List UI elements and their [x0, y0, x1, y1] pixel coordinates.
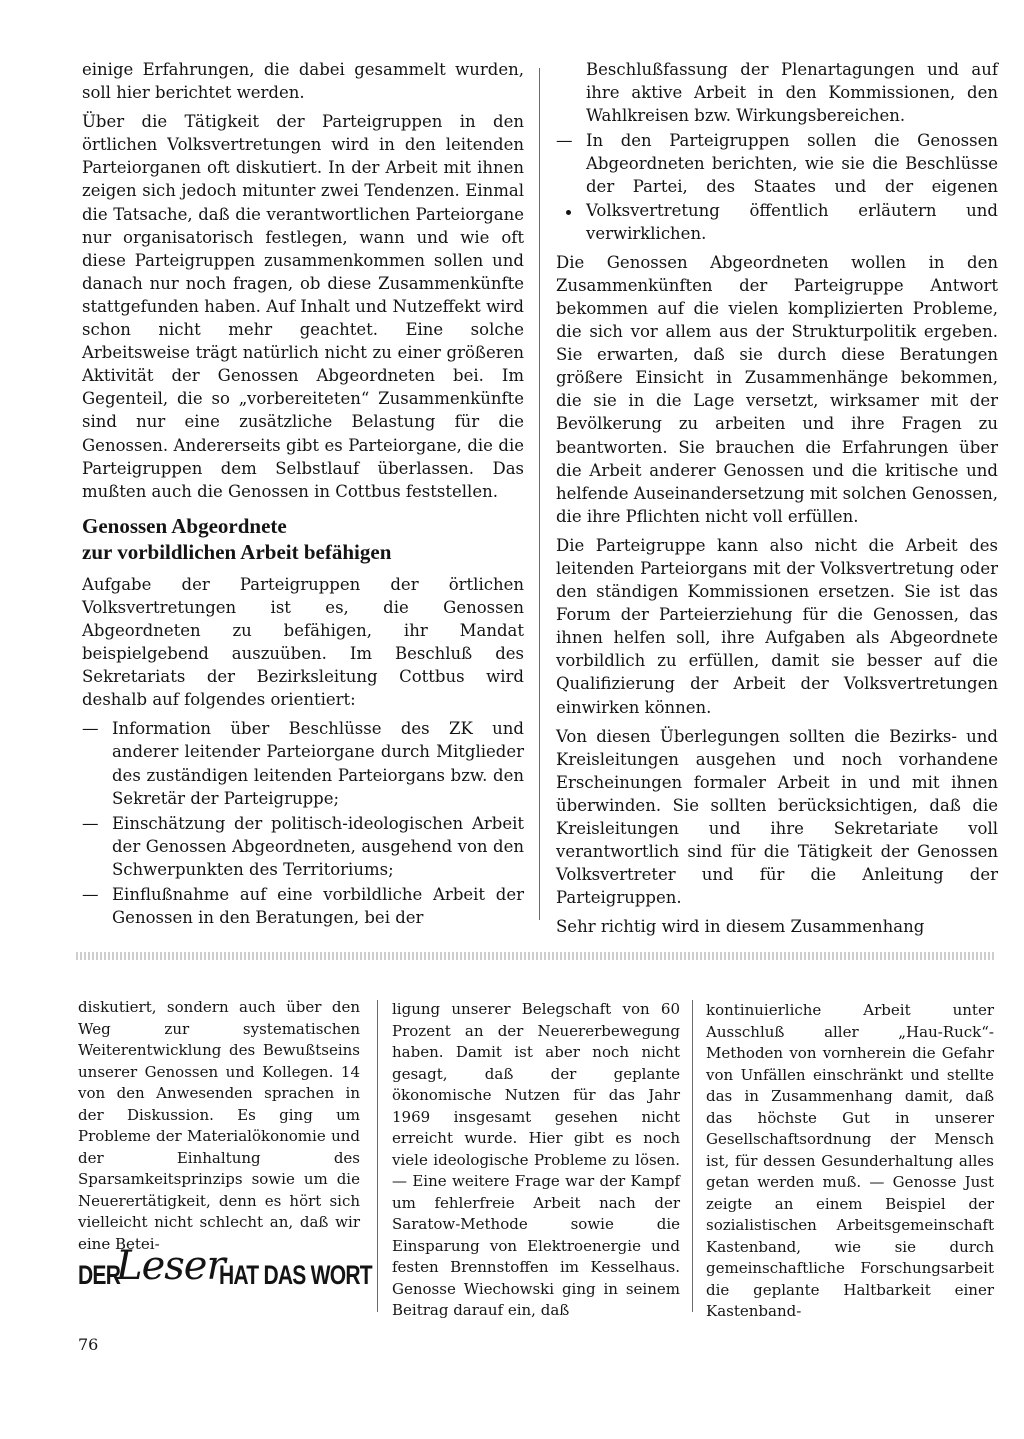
section-separator: [76, 952, 996, 960]
body-paragraph: Aufgabe der Parteigruppen der örtlichen Volksvertretungen ist es, die Genossen Abgeordneten zu befähigen, ihr Mandat beispielgebend auszuüben. Im Beschluß des Sekretariats der Bezirksleitung Cottbus wird deshalb auf folgendes orientiert:: [82, 574, 524, 710]
list-item-text: In den Parteigruppen sollen die Genossen Abgeordneten berichten, wie sie die Beschlüsse der Partei, des Staates und der eigenen Volksvertretung öffentlich erläutern und verwirklichen.: [586, 131, 998, 243]
letter-text: ligung unserer Belegschaft von 60 Prozent an der Neuererbewegung haben. Damit ist aber noch nicht gesagt, daß der geplante ökonomische Nutzen für das Jahr 1969 insgesamt gesehen nicht erreicht wurde. Hier gibt es noch viele ideologische Probleme zu lösen. — Eine weitere Frage war der Kampf um fehlerfreie Arbeit nach der Saratow-Methode sowie die Einsparung von Elektroenergie und festen Brennstoffen im Kesselhaus. Genosse Wiechowski ging in seinem Beitrag darauf ein, daß: [392, 1000, 680, 1319]
logo-word-hat-das-wort: HAT DAS WORT: [218, 1259, 372, 1290]
body-paragraph: Die Genossen Abgeordneten wollen in den Zusammenkünften der Parteigruppe Antwort bekommen auf die vielen komplizierten Probleme, die sich vor allem aus der Strukturpolitik ergeben. Sie erwarten, daß sie durch diese Beratungen größere Einsicht in Zusammenhänge bekommen, die sie in die Lage versetzt, wirksamer mit der Bevölkerung zu arbeiten und ihre Fragen zu beantworten. Sie brauchen die Erfahrungen über die Arbeit anderer Genossen und die kritische und helfende Auseinandersetzung mit solchen Genossen, die ihre Pflichten nicht voll erfüllen.: [556, 252, 998, 526]
heading-line: zur vorbildlichen Arbeit befähigen: [82, 539, 392, 564]
letters-column-2: [392, 999, 680, 1322]
dash-mark: —: [82, 719, 99, 739]
dash-mark: —: [82, 813, 99, 833]
column-divider: [692, 1000, 693, 1312]
dash-mark: —: [82, 885, 99, 904]
letters-column-1: [78, 997, 360, 1255]
left-article-column: [82, 58, 524, 931]
page-number: 76: [78, 1335, 99, 1354]
der-leser-hat-das-wort-logo: [78, 1243, 372, 1305]
list-item: [82, 717, 524, 809]
dash-mark: —: [556, 131, 573, 151]
list-item-text: Einschätzung der politisch-ideologischen Arbeit der Genossen Abgeordneten, ausgehend von den Schwerpunkten des Territoriums;: [112, 813, 524, 879]
letters-column-3: [706, 1000, 994, 1323]
body-paragraph: Sehr richtig wird in diesem Zusammenhang: [556, 917, 925, 937]
print-speck: [566, 210, 571, 215]
right-article-column: [556, 58, 998, 944]
list-item: [556, 129, 998, 244]
logo-word-der: DER: [78, 1259, 121, 1290]
list-item-text: Beschlußfassung der Plenartagungen und auf ihre aktive Arbeit in den Kommissionen, den Wahlkreisen bzw. Wirkungsbereichen.: [586, 60, 998, 126]
body-paragraph: Die Parteigruppe kann also nicht die Arbeit des leitenden Parteiorgans mit der Volksvertretung oder den ständigen Kommissionen ersetzen. Sie ist das Forum der Parteierziehung für die Genossen, das ihnen helfen soll, ihre Aufgaben als Abgeordnete vorbildlich zu erfüllen, damit sie besser auf die Qualifizierung der Arbeit der Volksvertretungen einwirken können.: [556, 535, 998, 717]
section-heading: [82, 513, 524, 565]
letter-text: kontinuierliche Arbeit unter Ausschluß aller „Hau-Ruck“-Methoden von vornherein die Gefahr von Unfällen einschränkt und stellte das in Zusammenhang damit, daß das höchste Gut in unserer Gesellschaftsordnung der Mensch ist, für dessen Gesunderhaltung alles getan werden muß. — Genosse Just zeigte an einem Beispiel der sozialistischen Arbeitsgemeinschaft Kastenband, wie sie durch gemeinschaftliche Forschungsarbeit die geplante Haltbarkeit einer Kastenband-: [706, 1001, 994, 1320]
list-item: [82, 812, 524, 881]
body-paragraph: Über die Tätigkeit der Parteigruppen in den örtlichen Volksvertretungen wird in den leitenden Parteiorganen oft diskutiert. In der Arbeit mit ihnen zeigen sich jedoch mitunter zwei Tendenzen. Einmal die Tatsache, daß die verantwortlichen Parteiorgane nur organisatorisch festlegen, wann und wie oft diese Parteigruppen zusammenkommen sollen und danach nur noch fragen, ob diese Zusammenkünfte stattgefunden haben. Auf Inhalt und Nutzeffekt wird schon nicht mehr geachtet. Eine solche Arbeitsweise trägt natürlich nicht zu einer größeren Aktivität der Genossen Abgeordneten bei. Im Gegenteil, die so „vorbereiteten“ Zusammenkünfte sind nur eine zusätzliche Belastung für die Genossen. Andererseits gibt es Parteiorgane, die die Parteigruppen dem Selbstlauf überlassen. Das mußten auch die Genossen in Cottbus feststellen.: [82, 112, 524, 501]
body-paragraph: Von diesen Überlegungen sollten die Bezirks- und Kreisleitungen ausgehen und noch vorhandene Erscheinungen formaler Arbeit in und mit ihnen überwinden. Sie sollten berücksichtigen, daß die Kreisleitungen und ihre Sekretariate voll verantwortlich sind für die Tätigkeit der Genossen Volksvertreter und für die Anleitung der Parteigruppen.: [556, 726, 998, 908]
list-item-text: Einflußnahme auf eine vorbildliche Arbeit der Genossen in den Beratungen, bei der: [112, 885, 524, 928]
list-item-text: Information über Beschlüsse des ZK und anderer leitender Parteiorgane durch Mitglieder des zuständigen leitenden Parteiorgans bzw. den Sekretär der Parteigruppe;: [112, 719, 524, 808]
heading-line: Genossen Abgeordnete: [82, 513, 287, 538]
list-item-continuation: [556, 58, 998, 127]
intro-paragraph: einige Erfahrungen, die dabei gesammelt wurden, soll hier berichtet werden.: [82, 60, 524, 103]
list-item: [82, 883, 524, 929]
logo-word-leser: Leser: [116, 1243, 225, 1289]
column-divider: [539, 68, 540, 920]
column-divider: [377, 1000, 378, 1312]
letter-text: diskutiert, sondern auch über den Weg zur systematischen Weiterentwicklung des Bewußtseins unserer Genossen und Kollegen. 14 von den Anwesenden sprachen in der Diskussion. Es ging um Probleme der Materialökonomie und der Einhaltung des Sparsamkeitsprinzips sowie um die Neuerertätigkeit, denn es hört sich vielleicht nicht schlecht an, daß wir eine Betei-: [78, 998, 360, 1253]
